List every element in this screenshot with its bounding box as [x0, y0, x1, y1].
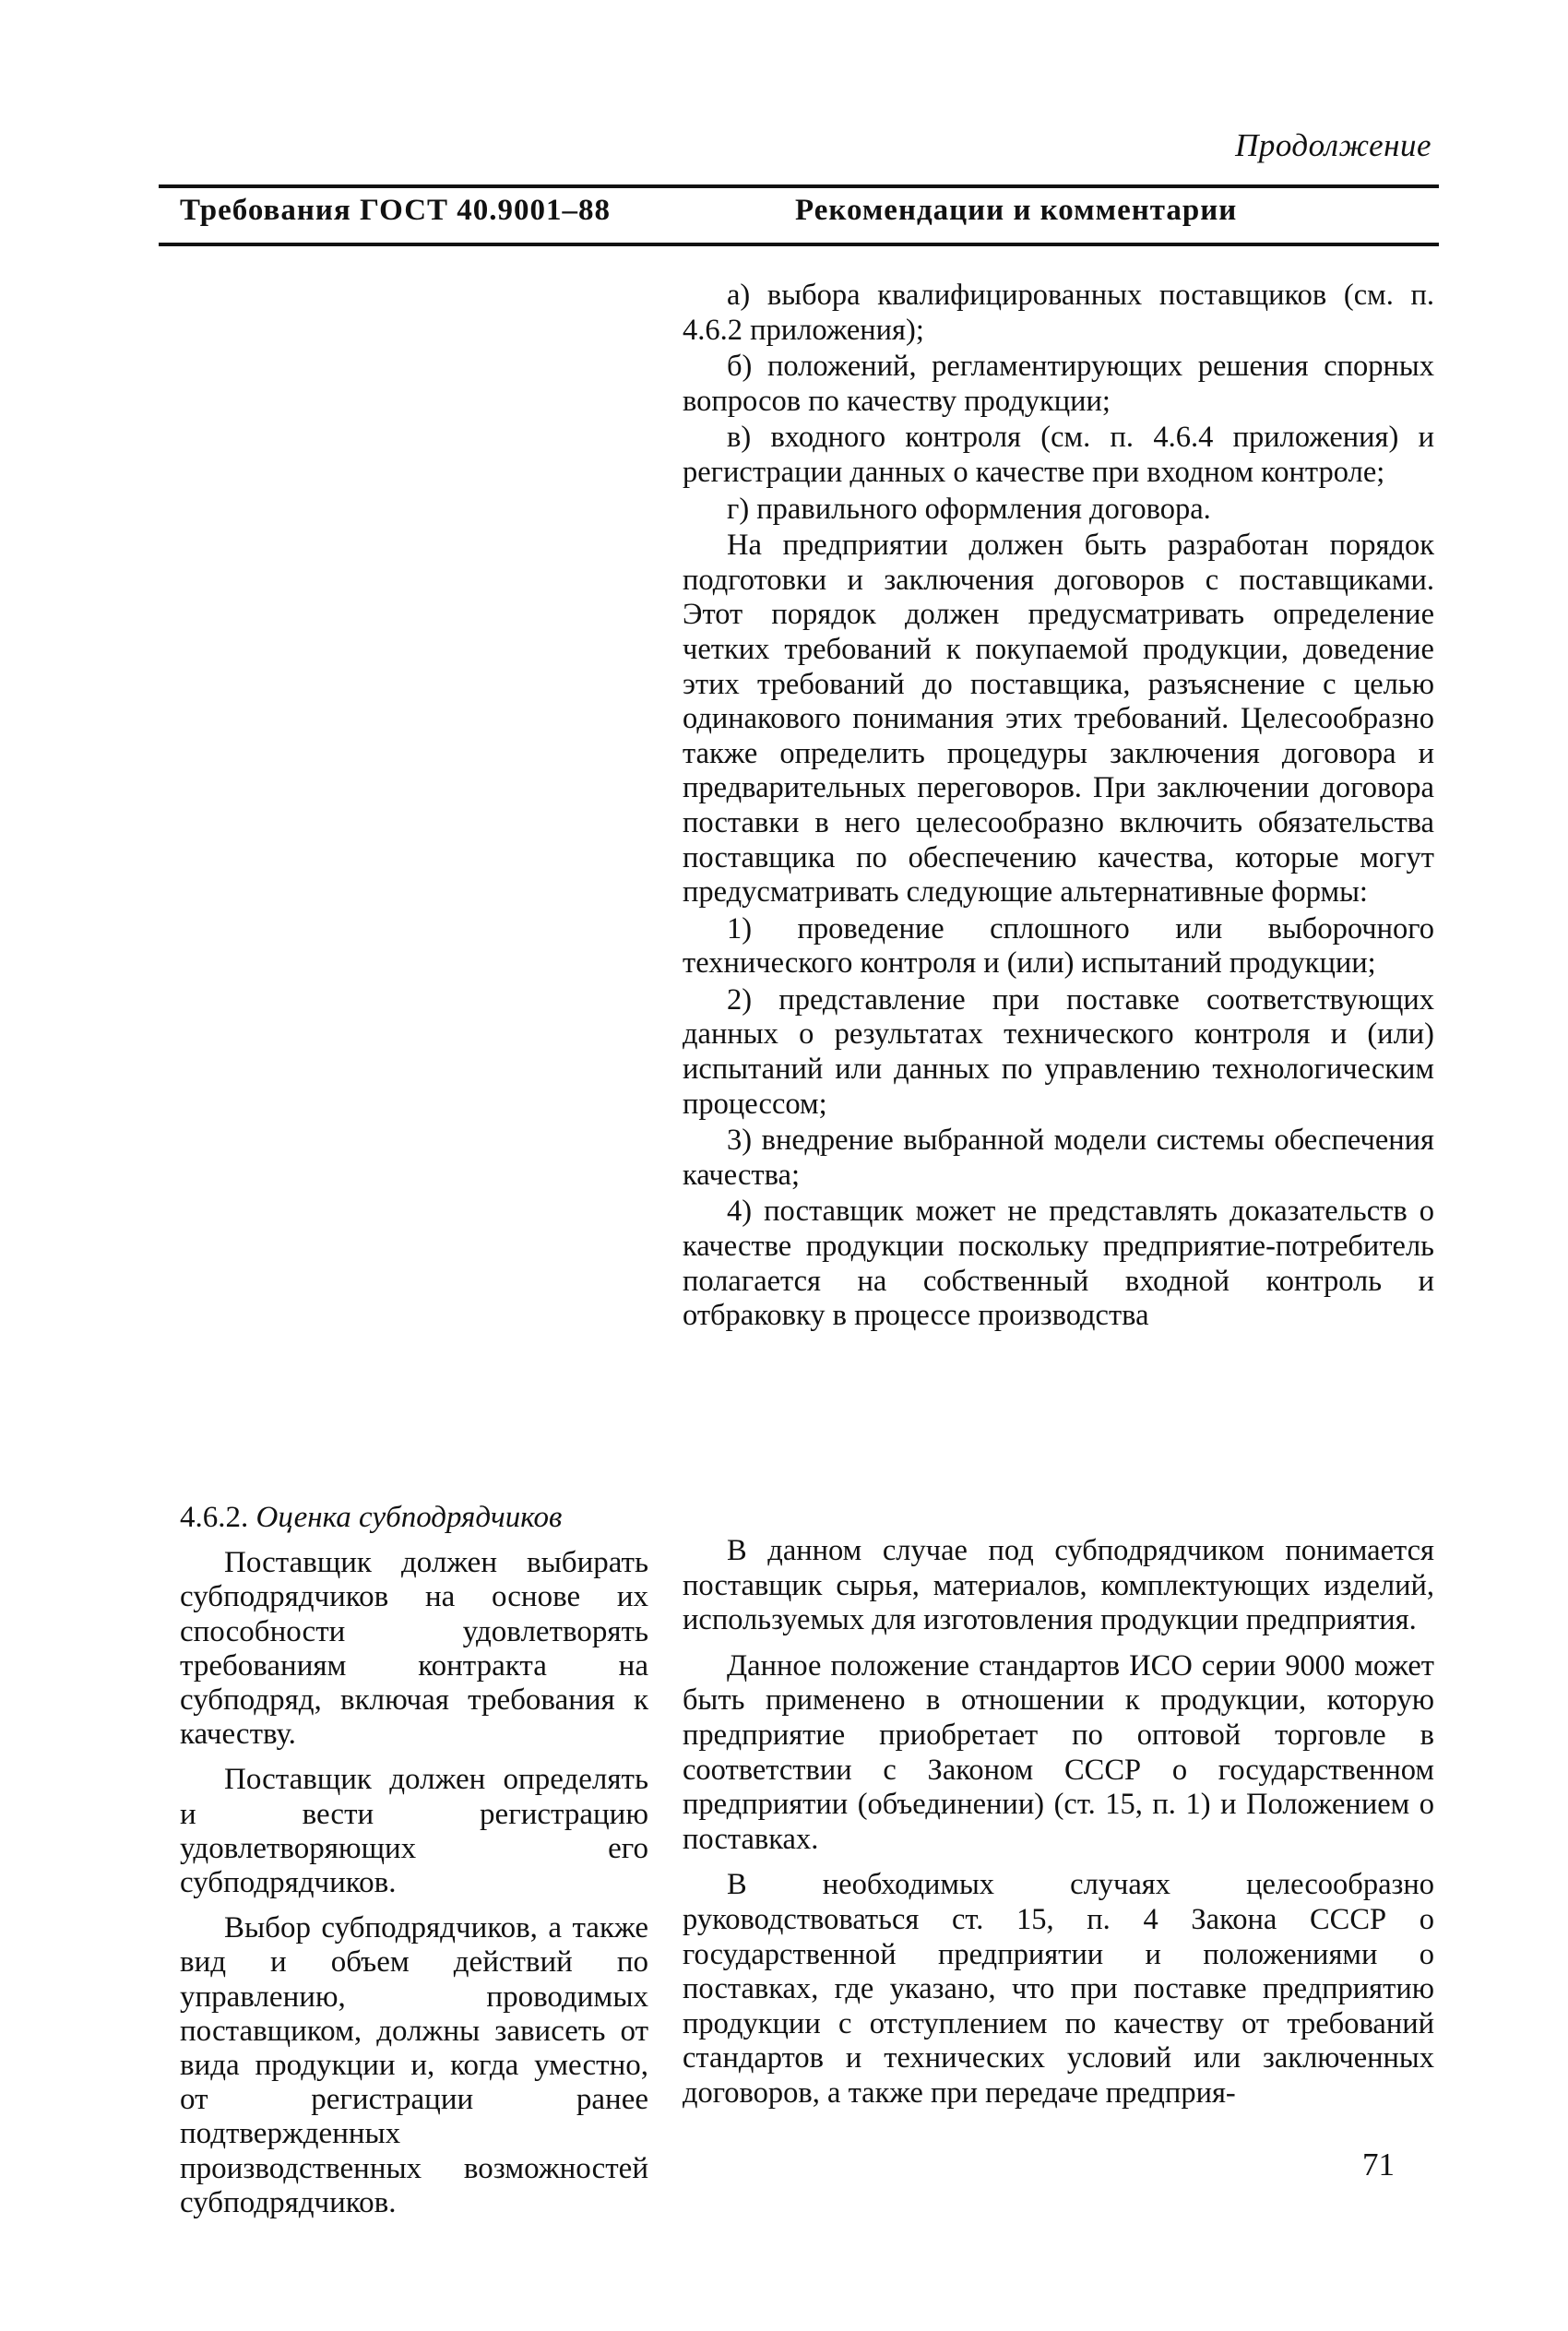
- requirement-paragraph-1: Поставщик должен выбирать субподрядчиков на основе их способности удовлетворять требованиям контракта на субподряд, включая требования к качеству.: [180, 1546, 648, 1752]
- continuation-label: Продолжение: [1235, 127, 1431, 163]
- iso-applicability-paragraph: Данное положение стандартов ИСО серии 9000 может быть применено в отношении к продукции, которую предприятие приобретает по оптовой торговле в соответствии с Законом СССР о государственном предприятии (объединении) (ст. 15, п. 1) и Положением о поставках.: [683, 1648, 1434, 1856]
- header-top-rule: [159, 184, 1439, 188]
- list-item-g: г) правильного оформления договора.: [727, 492, 1211, 526]
- recommendations-top-block: [683, 279, 1434, 1336]
- law-reference-paragraph: В необходимых случаях целесообразно руководствоваться ст. 15, п. 4 Закона СССР о государственной предприятии и положениями о поставках, где указано, что при поставке предприятию продукции с отступлением по качеству от требований стандартов и технических условий или заключенных договоров, а также при передаче предприя-: [683, 1868, 1434, 2110]
- alternative-form-1: 1) проведение сплошного или выборочного технического контроля и (или) испытаний продукции;: [683, 911, 1434, 981]
- alternative-form-3: 3) внедрение выбранной модели системы обеспечения качества;: [683, 1124, 1434, 1192]
- list-item-b: б) положений, регламентирующих решения спорных вопросов по качеству продукции;: [683, 350, 1434, 418]
- requirement-paragraph-3: Выбор субподрядчиков, а также вид и объем действий по управлению, проводимых поставщиком, должны зависеть от вида продукции и, когда уместно, от регистрации ранее подтвержденных производственных возможностей субподрядчиков.: [180, 1911, 648, 2219]
- header-bottom-rule: [159, 243, 1439, 246]
- recommendations-bottom-block: [683, 1534, 1434, 2123]
- header-right-column-title: Рекомендации и комментарии: [795, 194, 1238, 227]
- page-number: 71: [1362, 2147, 1395, 2182]
- requirements-column: [180, 1501, 648, 2231]
- subcontractor-definition-paragraph: В данном случае под субподрядчиком понимается поставщик сырья, материалов, комплектующих изделий, используемых для изготовления продукции предприятия.: [683, 1534, 1434, 1637]
- section-title: Оценка субподрядчиков: [255, 1501, 563, 1534]
- alternative-form-2: 2) представление при поставке соответствующих данных о результатах технического контроля и (или) испытаний или данных по управлению технологическим процессом;: [683, 982, 1434, 1121]
- list-item-v: в) входного контроля (см. п. 4.6.4 приложения) и регистрации данных о качестве при входном контроле;: [683, 421, 1434, 489]
- list-item-a: а) выбора квалифицированных поставщиков (см. п. 4.6.2 приложения);: [683, 279, 1434, 347]
- alternative-form-4: 4) поставщик может не представлять доказательств о качестве продукции поскольку предприятие-потребитель полагается на собственный входной контроль и отбраковку в процессе производства: [683, 1195, 1434, 1333]
- contract-procedure-paragraph: На предприятии должен быть разработан порядок подготовки и заключения договоров с поставщиками. Этот порядок должен предусматривать определение четких требований к покупаемой продукции, доведение этих требований до поставщика, разъяснение с целью одинакового понимания этих требований. Целесообразно также определить процедуры заключения договора и предварительных переговоров. При заключении договора поставки в него целесообразно включить обязательства поставщика по обеспечению качества, которые могут предусматривать следующие альтернативные формы:: [683, 529, 1434, 910]
- section-heading: [180, 1501, 648, 1535]
- requirement-paragraph-2: Поставщик должен определять и вести регистрацию удовлетворяющих его субподрядчиков.: [180, 1763, 648, 1900]
- header-left-column-title: Требования ГОСТ 40.9001–88: [180, 194, 612, 227]
- section-number: 4.6.2.: [180, 1501, 249, 1534]
